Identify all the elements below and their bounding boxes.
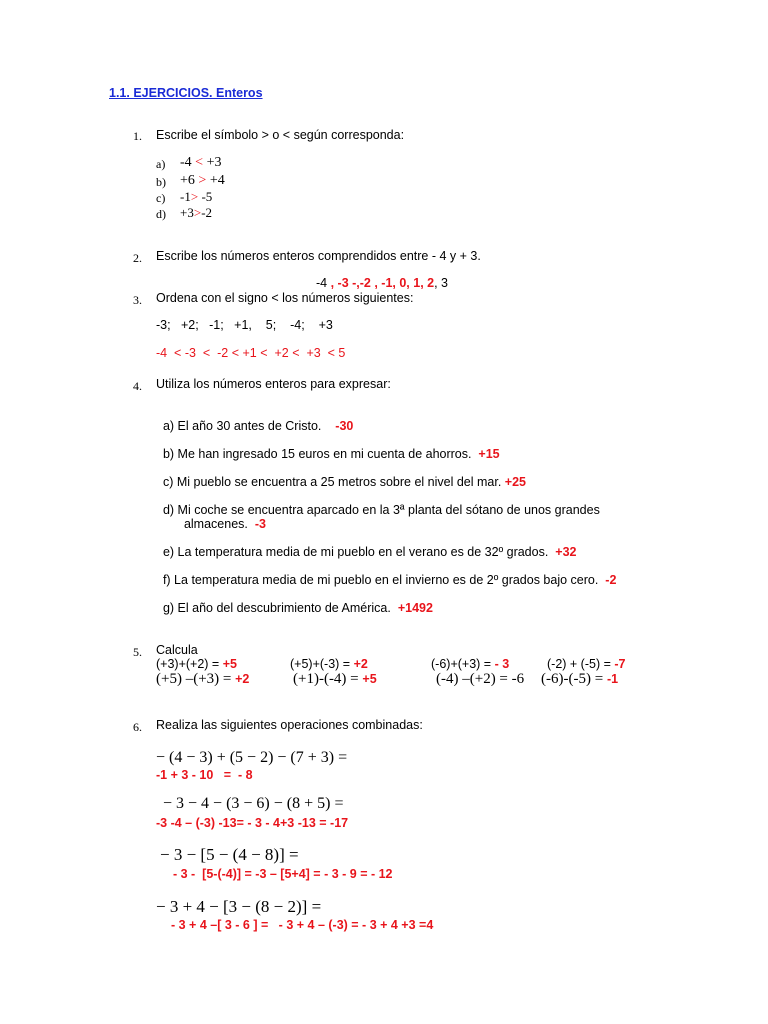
ex4-item-f: f) La temperatura media de mi pueblo en el invierno es de 2º grados bajo cero. -2	[162, 573, 617, 587]
ex4-prompt: Utiliza los números enteros para expresar:	[156, 377, 391, 391]
ex5-r1-c2: (+5)+(-3) = +2	[290, 657, 368, 671]
ex1-item-b: b)	[156, 175, 166, 189]
ex5-r1-c3: (-6)+(+3) = - 3	[431, 657, 510, 671]
page-title: 1.1. EJERCICIOS. Enteros	[109, 86, 263, 100]
ex5-r2-c3: (-4) –(+2) = -6	[436, 671, 525, 687]
ex6-op3-answer: - 3 - [5-(-4)] = -3 – [5+4] = - 3 - 9 = - 12	[173, 867, 393, 881]
ex1-item-d-expr: +3>-2	[180, 205, 213, 220]
ex5-r2-c4: (-6)-(-5) = -1	[541, 671, 619, 687]
ex5-number: 5.	[133, 645, 142, 659]
ex1-number: 1.	[133, 129, 142, 143]
ex4-item-a: a) El año 30 antes de Cristo. -30	[162, 419, 354, 433]
ex5-r2-c2: (+1)-(-4) = +5	[293, 671, 377, 687]
ex6-prompt: Realiza las siguientes operaciones combinadas:	[156, 718, 423, 732]
ex1-item-a-expr: -4 < +3	[180, 155, 222, 170]
ex4-item-b: b) Me han ingresado 15 euros en mi cuenta de ahorros. +15	[162, 447, 500, 461]
ex4-item-c: c) Mi pueblo se encuentra a 25 metros sobre el nivel del mar. +25	[162, 475, 527, 489]
ex6-number: 6.	[133, 720, 142, 734]
ex1-item-a: a)	[156, 157, 166, 171]
ex5-r1-c4: (-2) + (-5) = -7	[547, 657, 626, 671]
ex1-prompt: Escribe el símbolo > o < según corresponda:	[156, 128, 405, 142]
ex6-op4-expr: − 3 + 4 − [3 − (8 − 2)] =	[156, 897, 322, 916]
ex1-item-d: d)	[156, 207, 166, 221]
ex6-op3-expr: − 3 − [5 − (4 − 8)] =	[160, 845, 299, 864]
ex1-item-c-expr: -1> -5	[180, 189, 213, 204]
ex4-item-g: g) El año del descubrimiento de América. +1492	[162, 601, 433, 615]
ex3-number: 3.	[133, 293, 142, 307]
ex4-item-d: d) Mi coche se encuentra aparcado en la 3ª planta del sótano de unos grandes	[162, 503, 600, 517]
ex6-op4-answer: - 3 + 4 –[ 3 - 6 ] = - 3 + 4 – (-3) = - 3 + 4 +3 =4	[171, 918, 434, 932]
ex5-prompt: Calcula	[156, 643, 198, 657]
ex2-prompt: Escribe los números enteros comprendidos entre - 4 y + 3.	[156, 249, 481, 263]
ex2-answer: -4 , -3 -,-2 , -1, 0, 1, 2, 3	[316, 276, 449, 290]
ex6-op1-answer: -1 + 3 - 10 = - 8	[156, 768, 253, 782]
ex5-r1-c1: (+3)+(+2) = +5	[156, 657, 237, 671]
ex4-number: 4.	[133, 379, 142, 393]
ex4-item-e: e) La temperatura media de mi pueblo en el verano es de 32º grados. +32	[162, 545, 577, 559]
ex6-op2-answer: -3 -4 – (-3) -13= - 3 - 4+3 -13 = -17	[156, 816, 349, 830]
ex3-prompt: Ordena con el signo < los números siguientes:	[156, 291, 414, 305]
ex4-item-d-cont: almacenes. -3	[183, 517, 266, 531]
ex5-r2-c1: (+5) –(+3) = +2	[156, 671, 250, 687]
ex6-op2-expr: − 3 − 4 − (3 − 6) − (8 + 5) =	[163, 795, 344, 812]
ex1-item-b-expr: +6 > +4	[180, 173, 225, 188]
ex2-number: 2.	[133, 251, 142, 265]
ex3-numbers: -3; +2; -1; +1, 5; -4; +3	[156, 318, 333, 332]
ex1-item-c: c)	[156, 191, 166, 205]
ex3-answer: -4 < -3 < -2 < +1 < +2 < +3 < 5	[156, 346, 346, 360]
ex6-op1-expr: − (4 − 3) + (5 − 2) − (7 + 3) =	[156, 749, 348, 766]
